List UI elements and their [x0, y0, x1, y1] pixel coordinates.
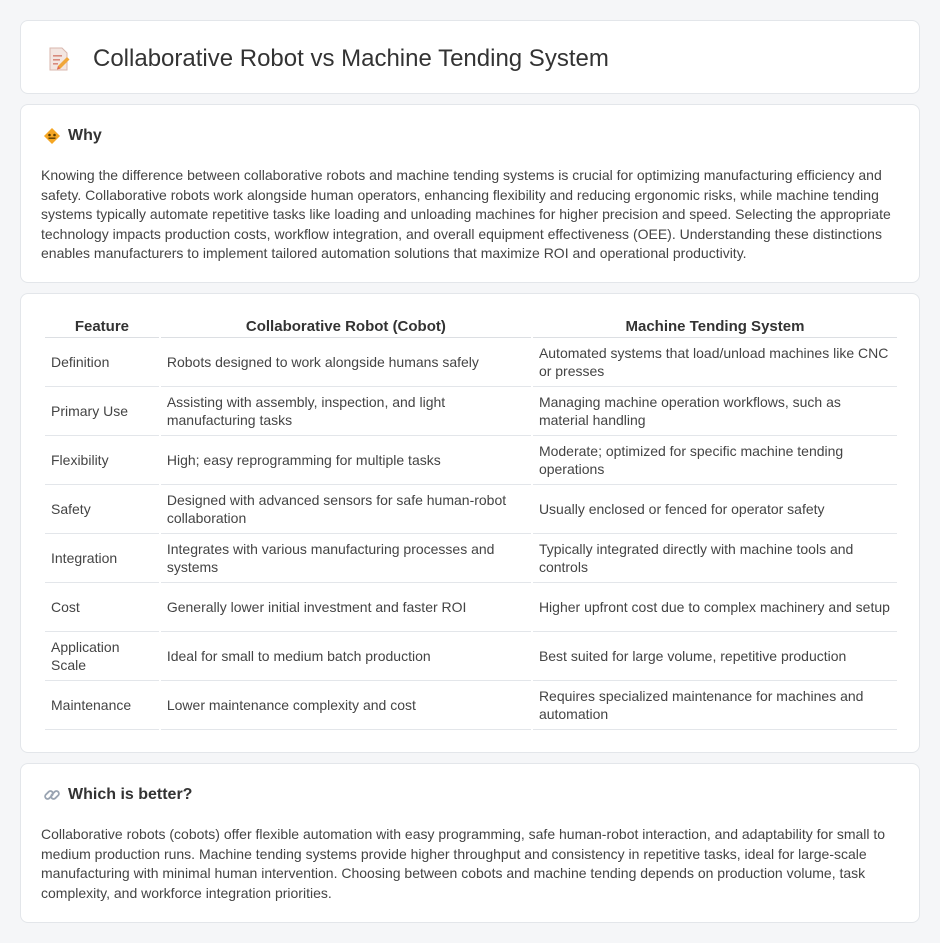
feature-cell: Maintenance	[45, 681, 159, 730]
link-icon	[43, 786, 61, 804]
why-section	[20, 104, 920, 283]
why-heading-row	[43, 127, 102, 145]
table-header-row	[45, 316, 897, 338]
table-row	[45, 632, 897, 681]
feature-cell: Cost	[45, 583, 159, 632]
machine-tending-cell: Typically integrated directly with machine tools and controls	[533, 534, 897, 583]
why-heading: Why	[68, 127, 102, 144]
cobot-cell: Ideal for small to medium batch production	[161, 632, 531, 681]
cobot-cell: Lower maintenance complexity and cost	[161, 681, 531, 730]
machine-tending-cell: Usually enclosed or fenced for operator safety	[533, 485, 897, 534]
table-row	[45, 436, 897, 485]
better-heading: Which is better?	[68, 786, 193, 803]
feature-cell: Primary Use	[45, 387, 159, 436]
cobot-cell: High; easy reprogramming for multiple tasks	[161, 436, 531, 485]
title-card	[20, 20, 920, 94]
header-feature: Feature	[45, 316, 159, 338]
diamond-sign-icon	[43, 127, 61, 145]
machine-tending-cell: Managing machine operation workflows, such as material handling	[533, 387, 897, 436]
cobot-cell: Assisting with assembly, inspection, and light manufacturing tasks	[161, 387, 531, 436]
cobot-cell: Robots designed to work alongside humans safely	[161, 338, 531, 387]
document-edit-icon	[47, 46, 71, 72]
table-row	[45, 485, 897, 534]
table-row	[45, 534, 897, 583]
machine-tending-cell: Moderate; optimized for specific machine tending operations	[533, 436, 897, 485]
title-row	[47, 45, 609, 73]
better-heading-row	[43, 786, 192, 804]
why-text: Knowing the difference between collaborative robots and machine tending systems is crucial for optimizing manufacturing efficiency and safety. Collaborative robots work alongside human operators, enhancing flexibility and reducing ergonomic risks, while machine tending systems typically automate repetitive tasks like loading and unloading machines for higher precision and speed. Selecting the appropriate technology impacts production costs, workflow integration, and overall equipment effectiveness (OEE). Understanding these distinctions enables manufacturers to implement tailored automation solutions that maximize ROI and operational productivity.	[41, 167, 891, 262]
table-row	[45, 681, 897, 730]
better-text: Collaborative robots (cobots) offer flexible automation with easy programming, safe human-robot interaction, and adaptability for small to medium production runs. Machine tending systems provide higher throughput and consistency in repetitive tasks, ideal for large-scale manufacturing with minimal human intervention. Choosing between cobots and machine tending depends on production volume, task complexity, and workforce integration priorities.	[41, 826, 886, 901]
header-cobot: Collaborative Robot (Cobot)	[161, 316, 531, 338]
feature-cell: Flexibility	[45, 436, 159, 485]
table-row	[45, 338, 897, 387]
table-row	[45, 387, 897, 436]
feature-cell: Safety	[45, 485, 159, 534]
machine-tending-cell: Higher upfront cost due to complex machinery and setup	[533, 583, 897, 632]
machine-tending-cell: Requires specialized maintenance for machines and automation	[533, 681, 897, 730]
cobot-cell: Integrates with various manufacturing processes and systems	[161, 534, 531, 583]
comparison-table	[43, 316, 899, 730]
feature-cell: Integration	[45, 534, 159, 583]
table-row	[45, 583, 897, 632]
which-better-section	[20, 763, 920, 923]
machine-tending-cell: Best suited for large volume, repetitive production	[533, 632, 897, 681]
feature-cell: Definition	[45, 338, 159, 387]
page-title: Collaborative Robot vs Machine Tending System	[93, 45, 609, 72]
feature-cell: Application Scale	[45, 632, 159, 681]
machine-tending-cell: Automated systems that load/unload machines like CNC or presses	[533, 338, 897, 387]
cobot-cell: Designed with advanced sensors for safe human-robot collaboration	[161, 485, 531, 534]
header-machine-tending: Machine Tending System	[533, 316, 897, 338]
comparison-section	[20, 293, 920, 753]
cobot-cell: Generally lower initial investment and faster ROI	[161, 583, 531, 632]
